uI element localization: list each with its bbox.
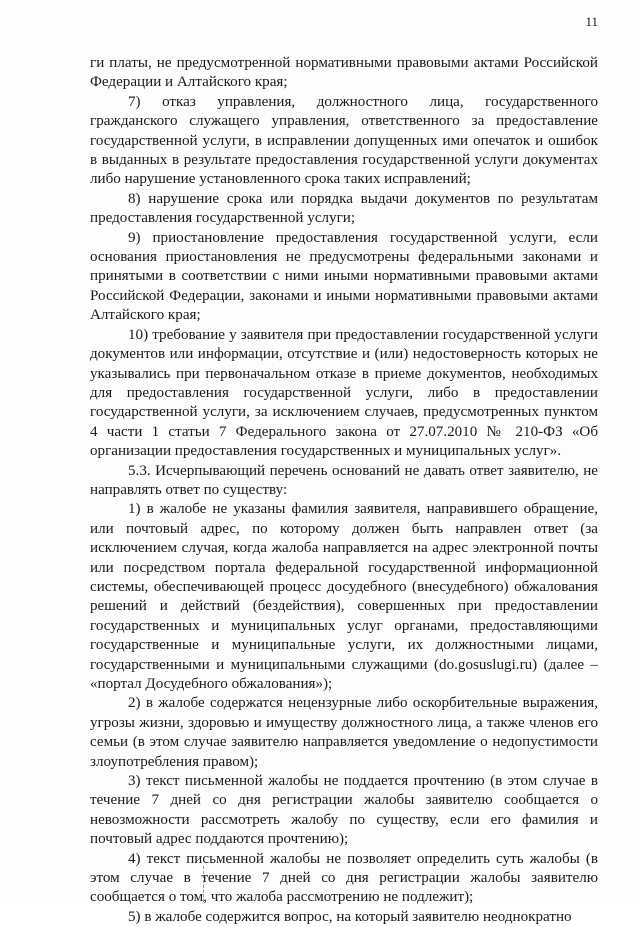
paragraph-item-9: 9) приостановление предоставления государственной услуги, если основания приостановления не предусмотрены федеральными законами и принятыми в соответствии с ними иными нормативными правовыми актами Российской Федерации, законами и иными нормативными правовыми актами Алтайского края; (90, 229, 598, 324)
paragraph-subitem-4: 4) текст письменной жалобы не позволяет определить суть жалобы (в этом случае в течение 7 дней со дня регистрации жалобы заявителю сообщается о том, что жалоба рассмотрению не подлежит); (90, 850, 598, 906)
paragraph-subitem-3: 3) текст письменной жалобы не поддается прочтению (в этом случае в течение 7 дней со дня регистрации жалобы заявителю сообщается о невозможности рассмотреть жалобу по существу, если его фамилия и почтовый адрес поддаются прочтению); (90, 773, 598, 848)
paragraph-item-10: 10) требование у заявителя при предоставлении государственной услуги документов или информации, отсутствие и (или) недостоверность которых не указывались при первоначальном отказе в приеме документов, необходимых для предоставления государственной услуги, либо в предоставлении государственной услуги, за исключением случаев, предусмотренных пунктом 4 части 1 статьи 7 Федерального закона от 27.07.2010 № 210-ФЗ «Об организации предоставления государственных и муниципальных услуг». (90, 326, 598, 460)
paragraph-subitem-2: 2) в жалобе содержатся нецензурные либо оскорбительные выражения, угрозы жизни, здоровью и имуществу должностного лица, а также членов его семьи (в этом случае заявителю направляется уведомление о недопустимости злоупотребления правом); (90, 695, 598, 770)
paragraph-continuation: ги платы, не предусмотренной нормативными правовыми актами Российской Федерации и Алтайского края; (90, 55, 598, 91)
page-number: 11 (585, 14, 598, 29)
paragraph-section-5-3: 5.3. Исчерпывающий перечень оснований не давать ответ заявителю, не направлять ответ по существу: (90, 462, 598, 498)
paragraph-item-8: 8) нарушение срока или порядка выдачи документов по результатам предоставления государственной услуги; (90, 190, 598, 227)
paragraph-subitem-5: 5) в жалобе содержится вопрос, на который заявителю неоднократно (128, 908, 572, 925)
scan-fold-mark (203, 866, 205, 902)
paragraph-subitem-1: 1) в жалобе не указаны фамилия заявителя, направившего обращение, или почтовый адрес, по которому должен быть направлен ответ (за исключением случая, когда жалоба направляется на адрес электронной почты или посредством портала федеральной государственной информационной системы, обеспечивающей процесс досудебного (внесудебного) обжалования решений и действий (бездействия), совершенных при предоставлении государственных и муниципальных услуг органами, предоставляющими государственные и муниципальные услуги, их должностными лицами, государственными и муниципальными служащими (do.gosuslugi.ru) (далее – «портал Досудебного обжалования»); (90, 501, 598, 692)
document-body (90, 54, 598, 927)
paragraph-item-7: 7) отказ управления, должностного лица, государственного гражданского служащего управления, ответственного за предоставление государственной услуги, в исправлении допущенных ими опечаток и ошибок в выданных в результате предоставления государственной услуги документах либо нарушение установленного срока таких исправлений; (90, 93, 598, 188)
